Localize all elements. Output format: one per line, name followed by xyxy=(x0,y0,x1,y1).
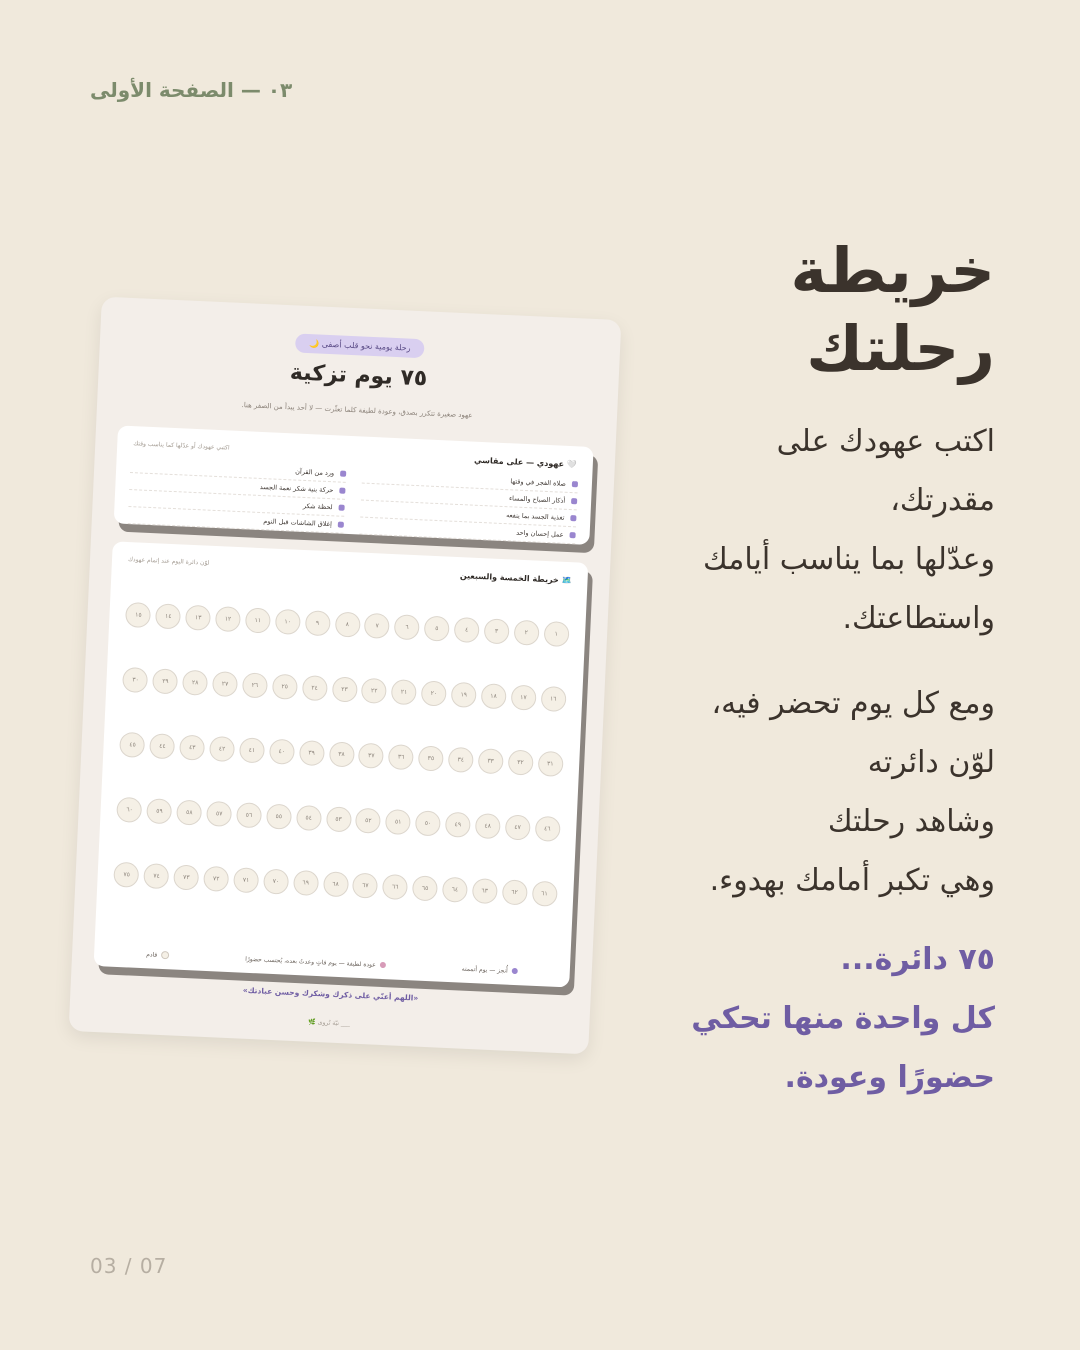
day-circle[interactable]: ٦١ xyxy=(531,881,557,907)
vow-label: أذكار الصباح والمساء xyxy=(508,494,566,505)
legend-upcoming-swatch xyxy=(161,951,169,959)
day-circle[interactable]: ٨ xyxy=(334,611,360,637)
planner-subtitle: عهود صغيرة تتكرر بصدق، وعودة لطيفة كلما تعثّرت — لا أحد يبدأ من الصفر هنا. xyxy=(241,401,473,420)
day-circle[interactable]: ٥٨ xyxy=(176,800,202,826)
day-circle[interactable]: ٥٠ xyxy=(415,810,441,836)
day-circle[interactable]: ١٢ xyxy=(215,606,241,632)
day-circle[interactable]: ٧٣ xyxy=(173,864,199,890)
day-circle-grid xyxy=(111,602,571,907)
day-circle[interactable]: ٢ xyxy=(513,620,539,646)
day-circle[interactable]: ٢٥ xyxy=(272,674,298,700)
vow-label: تغذية الجسد بما ينفعه xyxy=(505,511,565,522)
day-circle[interactable]: ٧٥ xyxy=(114,862,140,888)
vow-bullet xyxy=(338,505,344,511)
day-circle[interactable]: ٦ xyxy=(394,614,420,640)
day-circle[interactable]: ٥٦ xyxy=(236,802,262,828)
day-circle[interactable]: ٦٨ xyxy=(322,871,348,897)
day-circle[interactable]: ٧٠ xyxy=(263,869,289,895)
vow-label: صلاة الفجر في وقتها xyxy=(510,477,567,488)
vows-card xyxy=(114,425,594,544)
day-circle[interactable]: ٤١ xyxy=(239,737,265,763)
day-circle[interactable]: ٢٨ xyxy=(182,670,208,696)
day-circle[interactable]: ٥٧ xyxy=(206,801,232,827)
day-circle[interactable]: ٤ xyxy=(454,617,480,643)
vows-heading: 🤍 عهودي — على مقاسي xyxy=(473,455,578,470)
day-circle[interactable]: ٦٤ xyxy=(442,877,468,903)
day-circle[interactable]: ٤٨ xyxy=(475,813,501,839)
day-circle[interactable]: ٤٠ xyxy=(269,739,295,765)
vow-label: لحظة شكر xyxy=(302,501,333,512)
day-circle[interactable]: ٦٣ xyxy=(472,878,498,904)
page-indicator: 03 / 07 xyxy=(90,1254,168,1278)
day-circle[interactable]: ١٩ xyxy=(451,682,477,708)
day-circle[interactable]: ١٠ xyxy=(275,609,301,635)
day-circle[interactable]: ٥٢ xyxy=(355,808,381,834)
headline-line-1: خريطة xyxy=(790,234,995,307)
day-circle[interactable]: ٦٢ xyxy=(501,879,527,905)
legend-return-swatch xyxy=(380,962,386,968)
day-circle[interactable]: ٢١ xyxy=(391,679,417,705)
day-circle[interactable]: ١٣ xyxy=(185,605,211,631)
legend-done-swatch xyxy=(512,968,518,974)
day-circle[interactable]: ١ xyxy=(543,621,569,647)
vows-left-column xyxy=(128,456,347,534)
day-circle[interactable]: ٥٥ xyxy=(266,804,292,830)
headline xyxy=(535,232,995,388)
vows-hint: اكتبي عهودك أو عدّلها كما يناسب وقتك xyxy=(133,440,230,452)
day-circle[interactable]: ٤٤ xyxy=(149,733,175,759)
legend-upcoming xyxy=(146,950,169,959)
day-circle[interactable]: ٢٦ xyxy=(242,672,268,698)
planner-pill: رحلة يومية نحو قلب أصفى 🌙 xyxy=(295,333,425,358)
legend-upcoming-label: قادم xyxy=(146,950,158,959)
day-circle[interactable]: ٢٤ xyxy=(301,675,327,701)
day-circle[interactable]: ٧١ xyxy=(233,867,259,893)
day-circle[interactable]: ١٤ xyxy=(155,603,181,629)
day-circle[interactable]: ٣١ xyxy=(537,751,563,777)
day-circle[interactable]: ٣٣ xyxy=(478,748,504,774)
day-circle[interactable]: ٤٥ xyxy=(120,732,146,758)
day-circle[interactable]: ٥٤ xyxy=(296,805,322,831)
day-circle[interactable]: ٥١ xyxy=(385,809,411,835)
day-circle[interactable]: ٤٧ xyxy=(504,814,530,840)
body-paragraph-2: ومع كل يوم تحضر فيه، لوّن دائرته وشاهد رحلتك وهي تكبر أمامك بهدوء. xyxy=(709,686,995,898)
vow-label: ورد من القرآن xyxy=(295,467,335,478)
day-circle[interactable]: ١٦ xyxy=(540,686,566,712)
day-circle[interactable]: ١١ xyxy=(245,607,271,633)
day-circle[interactable]: ١٨ xyxy=(481,683,507,709)
vow-bullet xyxy=(338,522,344,528)
vow-label: حركة بنية شكر نعمة الجسد xyxy=(259,482,334,495)
day-circle[interactable]: ٣٧ xyxy=(358,743,384,769)
day-circle[interactable]: ٤٣ xyxy=(179,735,205,761)
dua-quote: «اللهم أعنّي على ذكرك وشكرك وحسن عبادتك» xyxy=(242,985,419,1003)
day-circle[interactable]: ٣٩ xyxy=(299,740,325,766)
day-circle[interactable]: ٧٤ xyxy=(143,863,169,889)
day-circle[interactable]: ٢٧ xyxy=(212,671,238,697)
day-circle[interactable]: ٤٩ xyxy=(445,812,471,838)
day-circle[interactable]: ٣ xyxy=(483,618,509,644)
day-circle[interactable]: ٤٦ xyxy=(534,816,560,842)
day-circle[interactable]: ٩ xyxy=(304,610,330,636)
day-circle[interactable]: ٦٠ xyxy=(117,797,143,823)
vow-label: إغلاق الشاشات قبل النوم xyxy=(263,517,333,529)
day-circle[interactable]: ٥٩ xyxy=(146,798,172,824)
day-circle[interactable]: ٧٢ xyxy=(203,866,229,892)
day-circle[interactable]: ٦٧ xyxy=(352,873,378,899)
day-circle[interactable]: ٣٥ xyxy=(418,745,444,771)
vow-bullet xyxy=(339,488,345,494)
accent-callout: ٧٥ دائرة... كل واحدة منها تحكي حضورًا وعودة. xyxy=(691,942,995,1095)
vow-bullet xyxy=(340,471,346,477)
day-circle[interactable]: ٢٣ xyxy=(331,676,357,702)
planner-title: ٧٥ يوم تزكية xyxy=(289,360,428,392)
day-circle[interactable]: ٢٠ xyxy=(421,680,447,706)
day-circle[interactable]: ٧ xyxy=(364,613,390,639)
day-circle[interactable]: ٤٢ xyxy=(209,736,235,762)
copy-column xyxy=(535,232,995,1137)
day-circle[interactable]: ٢٢ xyxy=(361,678,387,704)
map-hint: لوّن دائرة اليوم عند إتمام عهودك xyxy=(127,556,210,567)
map-card xyxy=(94,541,589,987)
legend-return-label: عودة لطيفة — يوم فاتٍ وعدتُ بعده، يُحتسب حضورًا xyxy=(245,955,376,969)
body-paragraph-1: اكتب عهودك على مقدرتك، وعدّلها بما يناسب أيامك واستطاعتك. xyxy=(702,424,995,636)
map-heading: 🗺️ خريطة الخمسة والسبعين xyxy=(459,571,572,586)
vow-label: عمل إحسان واحد xyxy=(516,528,564,539)
planner-signature: ___ نيّة تُروى 🌿 xyxy=(308,1018,351,1028)
legend-done-label: أُنجز — يوم أتممته xyxy=(461,965,508,975)
map-legend xyxy=(108,949,556,977)
day-circle[interactable]: ١٧ xyxy=(510,685,536,711)
day-circle[interactable]: ٦٩ xyxy=(293,870,319,896)
day-circle[interactable]: ١٥ xyxy=(125,602,151,628)
day-circle[interactable]: ٣٦ xyxy=(388,744,414,770)
day-circle[interactable]: ٦٥ xyxy=(412,875,438,901)
day-circle[interactable]: ٦٦ xyxy=(382,874,408,900)
day-circle[interactable]: ٥ xyxy=(424,616,450,642)
day-circle[interactable]: ٢٩ xyxy=(152,668,178,694)
day-circle[interactable]: ٣٠ xyxy=(122,667,148,693)
headline-line-2: رحلتك xyxy=(806,312,995,385)
day-circle[interactable]: ٥٣ xyxy=(325,806,351,832)
day-circle[interactable]: ٣٢ xyxy=(507,749,533,775)
day-circle[interactable]: ٣٨ xyxy=(328,741,354,767)
day-circle[interactable]: ٣٤ xyxy=(448,747,474,773)
legend-return xyxy=(245,955,386,968)
legend-done xyxy=(462,965,518,975)
section-kicker: ٠٣ — الصفحة الأولى xyxy=(90,78,293,102)
